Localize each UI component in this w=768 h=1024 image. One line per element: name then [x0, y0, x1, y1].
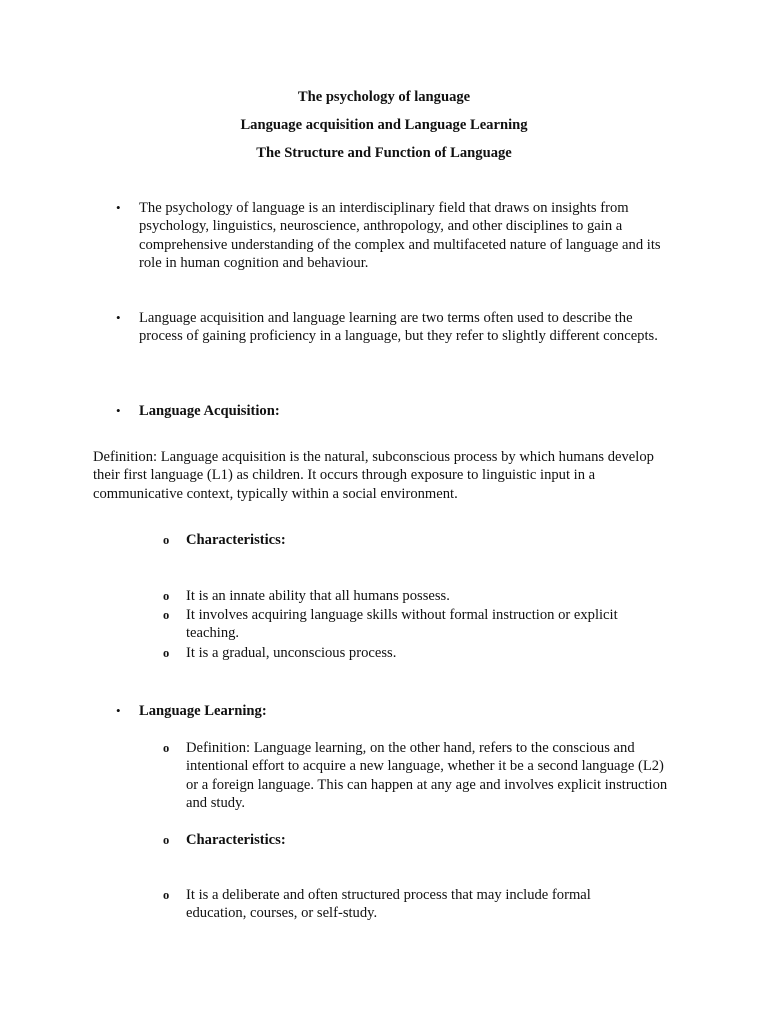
learning-characteristics-heading: Characteristics: — [186, 832, 286, 848]
document-subtitle-2: The Structure and Function of Language — [256, 145, 512, 161]
section-heading-learning: Language Learning: — [139, 703, 267, 719]
acquisition-characteristics-heading: Characteristics: — [186, 532, 286, 548]
sub-bullet-marker: o — [163, 888, 170, 902]
bullet-marker: • — [116, 703, 121, 718]
learning-definition: Definition: Language learning, on the other hand, refers to the conscious and intentional effort to acquire a new language, whether it be a second language (L2) or a foreign language. This can happen at any age and involves explicit instruction and study. — [186, 740, 668, 812]
sub-bullet-marker: o — [163, 589, 170, 603]
sub-bullet-marker: o — [163, 741, 170, 755]
document-subtitle: Language acquisition and Language Learning — [240, 117, 528, 133]
bullet-marker: • — [116, 200, 121, 215]
acquisition-definition: Definition: Language acquisition is the natural, subconscious process by which humans develop their first language (L1) as children. It occurs through exposure to linguistic input in a communicative context, typically within a social environment. — [93, 449, 654, 502]
section-heading-acquisition: Language Acquisition: — [139, 403, 280, 419]
bullet-marker: • — [116, 310, 121, 325]
sub-bullet-marker: o — [163, 833, 170, 847]
sub-bullet-marker: o — [163, 533, 170, 547]
list-item: It is an innate ability that all humans possess. — [186, 588, 450, 604]
list-item: It involves acquiring language skills without formal instruction or explicit teaching. — [186, 607, 618, 642]
list-item: It is a deliberate and often structured process that may include formal education, courses, or self-study. — [186, 887, 591, 922]
list-item: It is a gradual, unconscious process. — [186, 645, 397, 661]
sub-bullet-marker: o — [163, 646, 170, 660]
intro-paragraph: The psychology of language is an interdisciplinary field that draws on insights from psychology, linguistics, neuroscience, anthropology, and other disciplines to gain a comprehensive understanding of the complex and multifaceted nature of language and its role in human cognition and behaviour. — [139, 200, 661, 272]
document-title: The psychology of language — [297, 89, 471, 105]
intro-paragraph: Language acquisition and language learning are two terms often used to describe the process of gaining proficiency in a language, but they refer to slightly different concepts. — [139, 310, 658, 345]
sub-bullet-marker: o — [163, 608, 170, 622]
bullet-marker: • — [116, 403, 121, 418]
